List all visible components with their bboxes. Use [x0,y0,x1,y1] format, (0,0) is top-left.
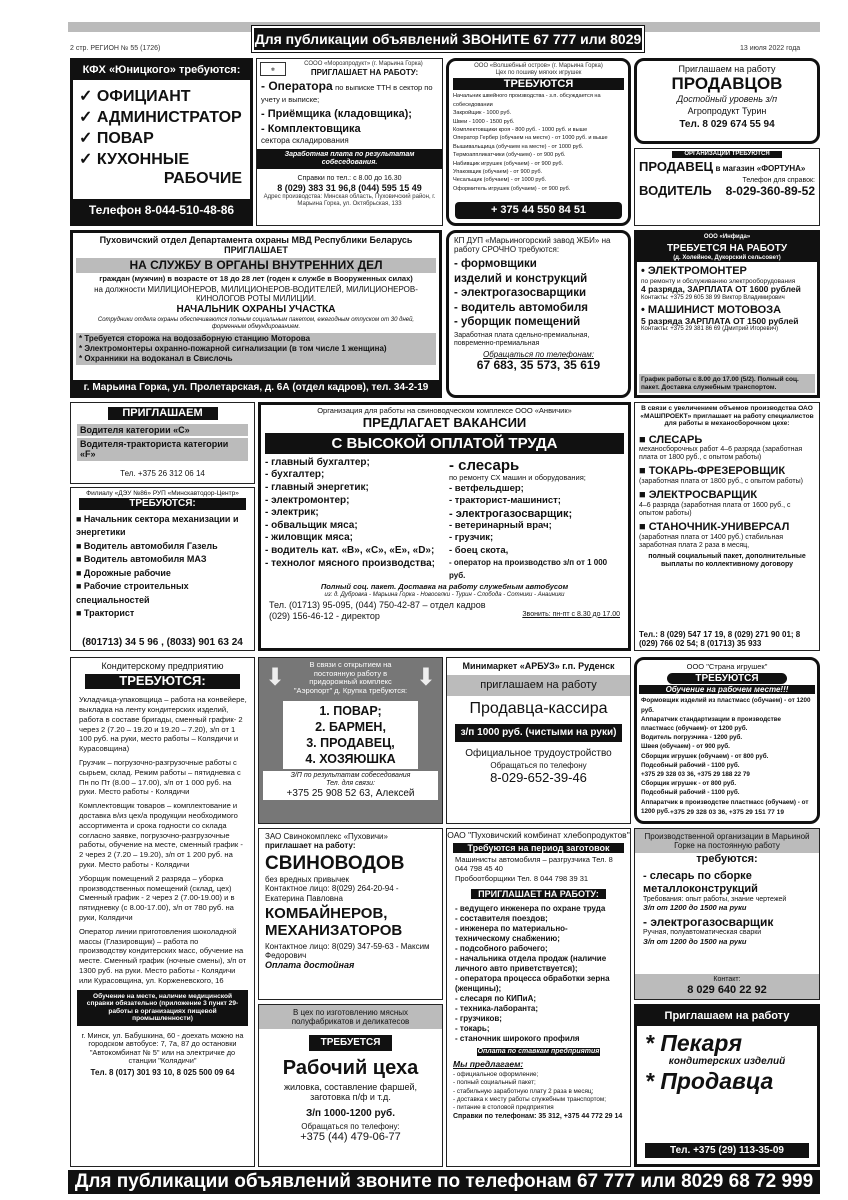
mash-job-name: ТОКАРЬ-ФРЕЗЕРОВЩИК [648,465,786,478]
konditer-item: Грузчик – погрузочно-разгрузочные работы с сырьем, склад. Режим работы – пятидневка с Пн по Пт (8.00 – 17.00), з/п от 1 000 руб. на руки. Место работы - Колядичи [79,758,241,797]
dsu-title: ТРЕБУЮТСЯ: [79,498,246,510]
island-line: Набивщик игрушек (обучаем) - от 900 руб. [453,160,564,167]
anchik-right-item: - тракторист-машинист; [448,495,561,507]
anchik-right-item: - электрогазосварщик; [448,507,573,520]
ad-fortuna [634,148,820,226]
ad-anchik [258,402,631,651]
meat-intro: В цех по изготовлению мясных полуфабрикатов и деликатесов [259,1005,442,1029]
island-line: Вышивальщица (обучаем на месте) - от 1000 руб. [453,143,584,150]
svino-j2: КОМБАЙНЕРОВ, МЕХАНИЗАТОРОВ [265,904,403,939]
toys-line: Водитель погрузчика - 1200 руб. [641,734,743,742]
airport-info: Тел. для связи: [326,779,375,787]
toys-line: Подсобный рабочий - 1100 руб. [641,789,740,797]
mash-job-name: ЭЛЕКТРОСВАРЩИК [648,489,758,502]
infida-m-title: • МАШИНИСТ МОТОВОЗА [641,304,782,317]
kfh-item: ✓ АДМИНИСТРАТОР [79,108,242,126]
arbuz-formal: Официальное трудоустройство [465,747,612,759]
meat-pay: З/п 1000-1200 руб. [306,1107,395,1119]
anchik-left-item: - водитель кат. «В», «С», «Е», «D»; [265,544,435,556]
mash-job-desc: (заработная плата от 1400 руб.) стабильная заработная плата 2 раза в месяц, [639,533,783,549]
anchik-right-item: - грузчик; [448,532,494,544]
bread-samplers: Пробоотборщики Тел. 8 044 798 39 31 [455,874,589,884]
infida-m-pay: 5 разряда ЗАРПЛАТА ОТ 1500 рублей [641,315,799,326]
svino-company: ЗАО Свинокомплекс «Пуховичи» [265,832,388,841]
meat-job: Рабочий цеха [282,1056,419,1079]
island-line: Упаковщик (обучаем) - от 900 руб. [453,169,543,176]
island-title: ТРЕБУЮТСЯ [453,78,624,91]
mvd-invite: ПРИГЛАШАЕТ [224,245,288,256]
moroz-op-sub: по выписке ТТН в сектор по учету и выписке; [261,83,433,104]
moroz-invite: ПРИГЛАШАЕТ НА РАБОТУ: [310,67,419,77]
bakery-j1-sub: кондитерских изделий [668,1056,786,1068]
toys-line: Швея (обучаем) - от 900 руб. [641,743,730,751]
bread-offer-item: - стабильную заработную плату 2 раза в месяц; [453,1087,594,1095]
metal-j2-req: Ручная, полуавтоматическая сварки [643,929,762,937]
kfh-item: ✓ КУХОННЫЕ [79,150,190,168]
mash-job-2: ■ ТОКАРЬ-ФРЕЗЕРОВЩИК [639,465,786,478]
airport-item: 2. БАРМЕН, [315,719,386,734]
island-line: Начальник швейного производства - з.п. обсуждается на собеседовании [453,93,601,108]
agro-phone: Тел. 8 029 674 55 94 [679,118,775,130]
island-sub: Цех по пошиву мягких игрушек [495,69,582,76]
ad-meat [258,1004,443,1167]
mvd-addr: г. Марьина Горка, ул. Пролетарская, д. 6А (отдел кадров), тел. 34-2-19 [73,380,439,396]
bakery-phone: Тел. +375 (29) 113-35-09 [645,1143,809,1159]
moroz-logo: ❄ [260,62,286,76]
island-company: ООО «Волшебный остров» (г. Марьина Горка) [474,63,603,69]
infida-m-contact: Контакты: +375 29 381 86 69 (Дмитрий Игоревич) [641,326,779,333]
bread-phones: Справки по телефонам: 35 312, +375 44 772 29 14 [453,1113,623,1121]
konditer-item: Укладчица-упаковщица – работа на конвейере, выкладка на ленту кондитерских изделий, работа в составе бригады, сменный график- 2 через 2 (7.20 – 19.20 и 19.20 – 7.20), з/п от 1 100 руб. на руки, место работы – Колядичи и Курасовщина) [79,695,247,754]
zhbi-item: - водитель автомобиля [454,301,589,314]
anchik-left-item: - обвальщик мяса; [265,519,358,531]
arbuz-pay: з/п 1000 руб. (чистыми на руки) [455,724,622,742]
mash-job-3: ■ ЭЛЕКТРОСВАРЩИК [639,489,758,502]
infida-e-contact: Контакты: +375 29 605 38 99 Виктор Владимирович [641,295,785,302]
airport-item: 3. ПРОДАВЕЦ, [306,735,395,750]
anchik-left-item: - жиловщик мяса; [265,532,353,544]
anchik-title: ПРЕДЛАГАЕТ ВАКАНСИИ [362,414,527,430]
island-line: Термоаппликатчики (обучаем) - от 900 руб. [453,152,566,159]
zhbi-item: - электрогазосварщики [454,287,587,300]
bread-item: - станочник широкого профиля [455,1034,580,1044]
konditer-note: Обучение на месте, наличие медицинской справки обязательно (приложение 3 пункт 29- работы в организациях пищевой промышленности) [77,990,248,1026]
arbuz-phone: 8-029-652-39-46 [490,769,587,785]
metal-req: требуются: [696,853,758,866]
ad-svino [258,828,443,1000]
anchik-hours: Звонить: пн-пт с 8.30 до 17.00 [522,610,620,618]
metal-j2: - электрогазосварщик [643,914,774,929]
ad-dsu [70,487,255,651]
infida-place: (д. Холейное, Дукорский сельсовет) [637,255,817,262]
dsu-item: ■ Дорожные рабочие [76,567,171,578]
island-line: Швеи - 1000 - 1500 руб. [453,118,515,125]
agro-org: Агропродукт Турин [687,106,767,117]
mash-job-desc: механосборочных работ 4–6 разряда (заработная плата от 1800 руб., с опытом работы) [639,446,803,462]
mvd-main: НА СЛУЖБУ В ОРГАНЫ ВНУТРЕННИХ ДЕЛ [76,258,436,274]
island-line: Комплектовщики кроя - 800 руб. - 1000 руб. и выше [453,127,588,134]
arrow-down-icon: ⬇ [265,664,286,691]
drivers-l1: Водителя категории «С» [77,424,248,436]
toys-line: Сборщик игрушек - от 800 руб. [641,780,737,788]
ad-zhbi [446,230,631,398]
bread-invite: ПРИГЛАШАЕТ НА РАБОТУ: [471,889,606,899]
anchik-left-item: - электрик; [265,507,319,519]
metal-contact: Контакт: [713,976,741,984]
anchik-right-item: - боец скота, [448,544,509,556]
bread-item: - грузчиков; [455,1014,502,1024]
anchik-director: (029) 156-46-12 - директор [269,610,380,621]
moroz-picker: - Комплектовщика [261,123,361,136]
fortuna-info: Телефон для справок: [742,176,815,184]
ad-airport [258,657,443,824]
mvd-extra [76,333,436,365]
drivers-phone: Тел. +375 26 312 06 14 [120,468,205,478]
bread-offer-item: - питание в столовой предприятия [453,1103,554,1111]
anchik-left-item: - электромонтер; [265,494,350,506]
mash-phones: Тел.: 8 (029) 547 17 19, 8 (029) 271 90 01; 8 (029) 766 02 54; 8 (01713) 35 933 [639,629,801,648]
bread-req: Требуются на период заготовок [453,843,624,853]
meat-phone: +375 (44) 479-06-77 [300,1131,401,1144]
page-info: 2 стр. РЕГИОН № 55 (1726) [70,45,161,52]
island-line: Чесальщик (обучаем) - от 1000 руб. [453,177,547,184]
toys-line: Сборщик игрушек (обучаем) - от 800 руб. [641,752,769,760]
moroz-company: СООО «Морозпродукт» (г. Марьина Горка) [304,61,423,67]
toys-title: ТРЕБУЮТСЯ [667,673,787,685]
anchik-left-item: - бухгалтер; [265,469,325,481]
metal-phone: 8 029 640 22 92 [687,984,767,997]
ad-metal [634,828,820,1000]
fortuna-shop: в магазин «ФОРТУНА» [715,163,806,173]
anchik-route: из: д. Дубровка - Марьина Горка - Новоселки - Турин - Слобода - Сотники - Анаиники [324,591,565,598]
ad-infida [634,230,820,398]
anchik-left-item: - главный энергетик; [265,482,369,493]
dsu-item: ■ Водитель автомобиля Газель [76,540,218,551]
infida-e-title: • ЭЛЕКТРОМОНТЕР [641,265,747,278]
anchik-right-sub: по ремонту СХ машин и оборудования; [448,473,586,483]
ad-mvd [70,230,442,398]
mash-job-1: ■ СЛЕСАРЬ [639,433,703,446]
konditer-item: Оператор линии приготовления шоколадной массы (Глазировщик) – работа по производству кондитерских масс, обучение на месте. Сменный график (ночные смены), з/п от 1300 руб. на руки. Место работы - Колядичи или Курасовщина, ул. Корженевского, 16 [79,926,247,985]
arbuz-job: Продавца-кассира [469,699,608,717]
issue-date: 13 июля 2022 года [740,45,801,52]
zhbi-item: - уборщик помещений [454,316,581,329]
agro-level: Достойный уровень з/п [676,93,778,104]
bakery-j1: * Пекаря [645,1029,742,1056]
toys-line: +375 29 328 03 36, +375 29 188 22 79 [641,770,750,778]
toys-phone: +375 29 328 03 36, +375 29 151 77 19 [669,809,785,817]
kfh-item: ✓ ОФИЦИАНТ [79,87,191,105]
mvd-age: граждан (мужчин) в возрасте от 18 до 28 лет (годен к службе в Вооруженных силах) [99,274,413,284]
konditer-phone: Тел. 8 (017) 301 93 10, 8 025 500 09 64 [90,1067,235,1077]
toys-list [637,695,817,817]
moroz-salary: Заработная плата по результатам собеседования. [257,149,442,169]
ad-mashproekt [634,402,820,651]
arrow-down-icon: ⬇ [415,664,436,691]
arbuz-info: Обращаться по телефону [490,761,587,771]
dsu-item: ■ Водитель автомобиля МАЗ [76,554,207,565]
kfh-item-last: РАБОЧИЕ [163,169,242,187]
toys-company: ООО "Страна игрушек" [686,662,768,671]
airport-pay: З/П по результатам собеседования [290,771,411,779]
dsu-phone: (801713) 34 5 96 , (8033) 901 63 24 [82,636,243,648]
metal-j1: - слесарь по сборке металлоконструкций [643,870,758,896]
anchik-subtitle: С ВЫСОКОЙ ОПЛАТОЙ ТРУДА [265,433,624,454]
zhbi-pay: Заработная плата сдельно-премиальная, повременно-премиальная [454,331,590,347]
mash-job-desc: 4–6 разряда (заработная плата от 1600 руб., с опытом работы) [639,501,791,517]
mvd-posts: на должности МИЛИЦИОНЕРОВ, МИЛИЦИОНЕРОВ-ВОДИТЕЛЕЙ, МИЛИЦИОНЕРОВ-КИНОЛОГОВ РОТЫ МИЛИЦИИ. [94,285,418,304]
zhbi-list [449,257,628,330]
mash-job-name: СЛЕСАРЬ [648,433,703,446]
island-list [449,91,628,194]
ad-arbuz [446,657,631,824]
anchik-right-item: - ветеринарный врач; [448,519,552,531]
bread-item: - подсобного рабочего; [455,944,548,954]
airport-item: 1. ПОВАР; [319,703,382,718]
island-line: Оператор Гербер (обучаем на месте) - от 1000 руб. и выше [453,135,608,142]
mash-job-4: ■ СТАНОЧНИК-УНИВЕРСАЛ [639,520,790,533]
bakery-j2: * Продавца [645,1067,774,1094]
ad-agro [634,58,820,144]
metal-intro: Производственной организации в Марьиной Горке на постоянную работу [635,829,819,853]
anchik-social: Полный соц. пакет. Доставка на работу служебным автобусом [320,581,569,591]
infida-company: ООО «Инфида» [637,233,817,242]
airport-item: 4. ХОЗЯЮШКА [305,751,396,766]
fortuna-req: ОРГАНИЗАЦИИ ТРЕБУЮТСЯ [672,151,782,158]
mvd-extra-item: * Требуется сторожа на водозаборную станцию Моторова [79,333,311,343]
mvd-title: Пуховичский отдел Департамента охраны МВД Республики Беларусь [99,235,413,245]
zhbi-item: изделий и конструкций [454,272,588,285]
infida-e-sub: по ремонту и обслуживанию электрооборудования [641,277,796,285]
konditer-title: Кондитерскому предприятию [101,661,224,671]
infida-footer: График работы с 8.00 до 17.00 (5/2). Полный соц. пакет. Доставка служебным транспортом. [639,374,815,393]
bread-item: - оператора процесса обработки зерна (женщины); [455,974,610,994]
fortuna-phone: 8-029-360-89-52 [725,183,815,198]
svino-c1: Контактное лицо: 8(029) 264-20-94 - Екатерина Павловна [265,884,399,903]
anchik-left-item: - технолог мясного производства; [265,557,435,569]
island-phone: + 375 44 550 84 51 [455,202,622,219]
bread-offer-item: - доставка к месту работы служебным транспортом; [453,1095,607,1103]
ad-kfh [70,58,253,226]
moroz-store: - Приёмщика (кладовщика); [261,107,412,120]
zhbi-title: КП ДУП «Марьиногорский завод ЖБИ» на работу СРОЧНО требуются: [454,236,611,255]
svino-pay: Оплата достойная [265,960,355,971]
mvd-chief: НАЧАЛЬНИК ОХРАНЫ УЧАСТКА [176,304,336,316]
dsu-item: ■ Начальник сектора механизации и энергетики [76,513,239,538]
kfh-title: КФХ «Юницкого» требуются: [73,61,250,80]
svino-invite: приглашает на работу: [265,841,356,851]
airport-phone: +375 25 908 52 63, Алексей [286,787,415,799]
dsu-item: ■ Тракторист [76,608,135,619]
bread-item: - техника-лаборанта; [455,1004,539,1014]
mash-intro: В связи с увеличением объемов производства ОАО «МАШПРОЕКТ» приглашает на работу специалистов для работы в механосборочном цехе: [640,405,814,428]
svino-c2: Контактное лицо: 8(029) 347-59-63 - Максим Федорович [265,941,430,960]
toys-line: Аппаратчик стандартизации в производстве пластмасс (обучаем)- от 1200 руб. [641,715,781,732]
kfh-phone: Телефон 8-044-510-48-86 [73,199,250,223]
konditer-addr: г. Минск, ул. Бабушкина, 60 - доехать можно на городском автобусе: 7, 7a, 87 до остановки "Автокомбинат № 5" или на электричке до станции "Колядичи" [81,1030,244,1066]
mash-job-desc: (заработная плата от 1800 руб., с опытом работы) [639,478,803,486]
konditer-item: Уборщик помещений 2 разряда – уборка производственных помещений (склад, цех) Сменный график - 2 через 2 (7.00-19.00) и в пятидневку (с 8.00-17.00), з/п от 780 руб. на руки, Колядичи [79,873,235,923]
zhbi-info: Обращаться по телефонам: [483,349,594,359]
metal-j1-pay: З/п от 1200 до 1500 на руки [643,903,747,913]
bread-offer-item: - официальное оформление; [453,1071,539,1079]
bread-pay: Оплата по ставкам предприятия [477,1048,600,1056]
bread-item: - начальника отдела продаж (наличие личного авто приветствуется); [455,954,607,974]
mvd-note: Сотрудники отдела охраны обеспечиваются полным социальным пакетом, ежегодным отпуском от 30 дней, форменным обмундированием. [97,316,415,330]
fortuna-seller: ПРОДАВЕЦ [639,158,713,174]
kfh-list [73,80,250,170]
kfh-item: ✓ ПОВАР [79,129,154,147]
anchik-org: Организация для работы на свиноводческом комплексе ООО «Анвичик» [317,406,572,415]
anchik-left-item: - главный бухгалтер; [265,456,370,468]
infida-title: ТРЕБУЕТСЯ НА РАБОТУ [637,242,817,256]
infida-e-pay: 4 разряда, ЗАРПЛАТА ОТ 1600 рублей [641,284,801,295]
moroz-info: Справки по тел.: с 8.00 до 16.30 [297,175,402,183]
zhbi-item: - формовщики [454,258,537,271]
toys-sub: Обучение на рабочем месте!!! [639,685,815,694]
konditer-item: Комплектовщик товаров – комплектование и доставка в/из цех/а продукции необходимого ассортимента и срока годности со склада согласно заявке, погрузочно-разгрузочные работы, обучение на месте, сменный график - 2 через 2 (7.20 – 19.20), з/п от 1 200 руб. на руки. Место работы - Колядичи [79,801,243,870]
mvd-extra-item: * Электромонтеры охранно-пожарной сигнализации (в том числе 1 женщина) [79,343,387,353]
bread-offer-list [447,1071,630,1112]
moroz-picker-sub: сектора складирования [261,135,349,145]
ad-island [446,58,631,226]
bread-drivers: Машинисты автомобиля – разгрузчика Тел. 8 044 798 45 40 [455,855,613,873]
anchik-phones: Тел. (01713) 95-095, (044) 750-42-87 – отдел кадров [269,600,486,611]
ad-morozprodukt [256,58,443,226]
anchik-right-item: - ветфельдшер; [448,482,524,494]
agro-invite: Приглашаем на работу [678,64,776,74]
mvd-extra-item: * Охранники на водоканал в Свислочь [79,353,233,363]
dsu-list [71,511,254,623]
drivers-title: ПРИГЛАШАЕМ [108,407,218,420]
header-banner: Для публикации объявлений ЗВОНИТЕ 67 777 или 8029 72 [252,26,644,52]
toys-line: Подсобный рабочий - 1100 руб. [641,761,740,769]
bread-item: - токарь; [455,1024,490,1034]
footer-banner: Для публикации объявлений звоните по телефонам 67 777 или 8029 68 72 999 [68,1170,820,1194]
toys-line: Формовщик изделий из пластмасс (обучаем) - от 1200 руб. [641,697,811,714]
anchik-right-list [449,483,624,582]
bread-item: - слесаря по КИПиА; [455,994,537,1004]
mash-social: полный социальный пакет, дополнительные выплаты по коллективному договору [648,552,806,568]
meat-desc: жиловка, составление фаршей, заготовка п/ф и т.д. [284,1081,417,1103]
zhbi-phones: 67 683, 35 573, 35 619 [476,358,601,373]
svino-j1-sub: без вредных привычек [265,875,350,885]
bread-item: - составителя поездов; [455,914,548,924]
toys-line: Аппаратчик в производстве пластмасс (обучаем) - от 1200 руб. [641,798,809,815]
drivers-l2: Водителя-тракториста категории «F» [77,438,248,461]
bread-item: - ведущего инженера по охране труда [455,904,606,914]
arbuz-invite: приглашаем на работу [447,675,630,696]
svino-j1: СВИНОВОДОВ [265,853,405,875]
bread-list [447,903,630,1045]
moroz-phones: 8 (029) 383 31 96,8 (044) 595 15 49 [277,183,422,194]
ad-konditer [70,657,255,1167]
ad-bakery [634,1004,820,1167]
ad-toys [634,657,820,824]
anchik-right-item: - оператор на производство з/п от 1 000 руб. [448,558,608,580]
dsu-company: Филиалу «ДЭУ №86» РУП «Минскавтодор-Центр» [86,490,239,497]
moroz-addr: Адрес производства: Минская область, Пуховичский район, г. Марьина Горка, ул. Октябрьская, 133 [263,194,436,208]
anchik-right-title: - слесарь [448,456,520,474]
meat-info: Обращаться по телефону: [301,1122,400,1132]
moroz-op: - Оператора [261,79,333,94]
bread-offer: Мы предлагаем: [453,1059,524,1070]
metal-j1-req: Требования: опыт работы, знание чертежей [643,896,787,904]
mash-job-name: СТАНОЧНИК-УНИВЕРСАЛ [648,520,790,533]
ad-drivers [70,402,255,484]
island-line: Закройщик - 1000 руб. [453,110,512,117]
ad-bread [446,828,631,1167]
konditer-req: ТРЕБУЮТСЯ: [85,674,240,689]
metal-j2-pay: З/п от 1200 до 1500 на руки [643,936,747,946]
arbuz-title: Минимаркет «АРБУЗ» г.п. Руденск [462,661,615,671]
bread-company: ОАО "Пуховичский комбинат хлебопродуктов" [447,830,630,840]
anchik-left-list [265,457,449,582]
bakery-invite: Приглашаем на работу [637,1007,817,1026]
meat-req: ТРЕБУЕТСЯ [309,1035,392,1051]
airport-intro: В связи с открытием на постоянную работу в придорожный комплекс "Аэропорт" д. Крупка требуются: [293,660,408,695]
bread-item: - инженера по материально-техническому снабжению; [455,924,568,944]
bread-offer-item: - полный социальный пакет; [453,1079,536,1087]
island-line: Оформитель игрушек (обучаем) - от 900 руб. [453,185,571,192]
agro-title: ПРОДАВЦОВ [671,74,783,94]
fortuna-driver: ВОДИТЕЛЬ [639,182,712,198]
dsu-item: ■ Рабочие строительных специальностей [76,581,189,605]
